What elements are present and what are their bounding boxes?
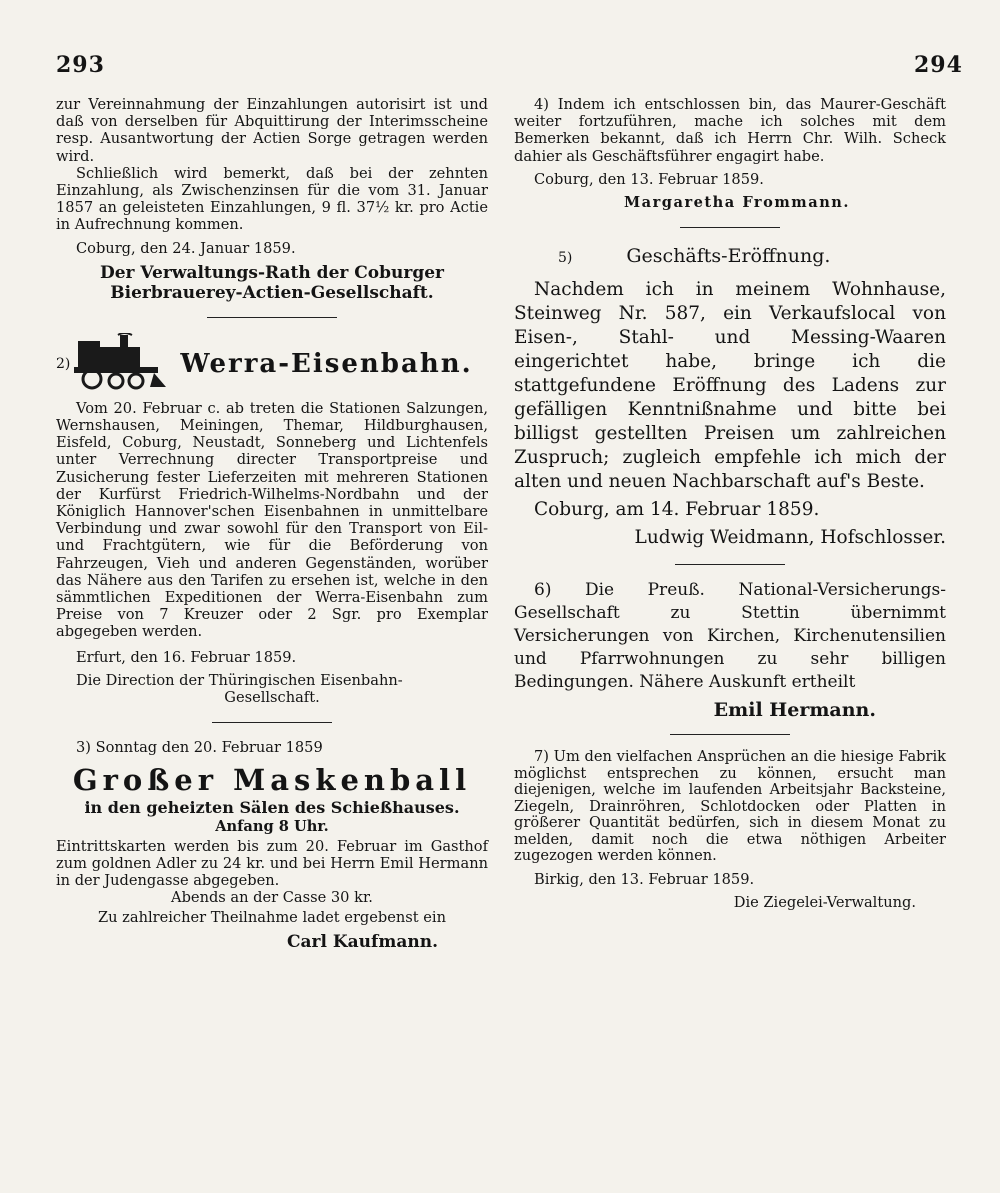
notice-3-invitation: Zu zahlreicher Theilnahme ladet ergebenst ein [98,908,446,926]
notice-3-signature: Carl Kaufmann. [287,931,438,952]
notice-5-title: Geschäfts-Eröffnung. [626,245,831,268]
notice-2-number: 2) [56,355,71,372]
notice-1-paragraph-2: Schließlich wird bemerkt, daß bei der zehnten Einzahlung, als Zwischenzinsen für die vom 31. Januar 1857 an geleisteten Einzahlungen, 9 fl. 37½ kr. pro Actie in Aufrechnung kommen. [56,164,488,234]
notice-3-subtitle: in den geheizten Sälen des Schießhauses. [84,798,460,818]
notice-5-date: Coburg, am 14. Februar 1859. [534,499,820,521]
locomotive-icon [70,333,170,395]
notice-4-signature: Margaretha Frommann. [624,194,850,212]
separator-rule [207,317,337,318]
separator-rule [675,564,785,565]
notice-5-signature: Ludwig Weidmann, Hofschlosser. [634,527,946,549]
notice-5-body: Nachdem ich in meinem Wohnhause, Steinweg Nr. 587, ein Verkaufslocal von Eisen-, Stahl- und Messing-Waaren eingerichtet habe, bringe ich die stattgefundene Eröffnung des Ladens zur gefälligen Kenntnißnahme und bitte bei billigst gestellten Preisen um zahlreichen Zuspruch; zugleich empfehle ich mich der alten und neuen Nachbarschaft auf's Beste. [514,279,946,493]
left-column [56,96,488,952]
separator-rule [680,227,780,228]
notice-4-body: 4) Indem ich entschlossen bin, das Maurer-Geschäft weiter fortzuführen, mache ich solches mit dem Bemerken bekannt, daß ich Herrn Chr. Wilh. Scheck dahier als Geschäftsführer engagirt habe. [514,96,946,165]
right-column [514,96,946,911]
separator-rule [670,734,790,735]
notice-1-paragraph-1: zur Vereinnahmung der Einzahlungen autorisirt ist und daß von derselben für Abquittirung der Interimsscheine resp. Ausantwortung der Actien Sorge getragen werden wird. [56,96,488,165]
page-number-left: 293 [56,52,105,78]
notice-1-date: Coburg, den 24. Januar 1859. [76,239,296,257]
notice-2-signature-line-1: Die Direction der Thüringischen Eisenbahn- [76,671,403,689]
notice-3-body: Eintrittskarten werden bis zum 20. Februar im Gasthof zum goldnen Adler zu 24 kr. und bei Herrn Emil Hermann in der Judengasse abgegeben. [56,837,488,890]
notice-2-header [56,332,488,396]
notice-2-title: Werra-Eisenbahn. [180,348,473,379]
notice-3-time: Anfang 8 Uhr. [215,818,329,836]
notice-4-date: Coburg, den 13. Februar 1859. [534,170,764,188]
notice-2-signature-line-2: Gesellschaft. [224,689,320,707]
notice-1-signature-line-2: Bierbrauerey-Actien-Gesellschaft. [110,282,434,303]
notice-5-number: 5) [558,250,573,267]
separator-rule [212,722,332,723]
notice-2-date: Erfurt, den 16. Februar 1859. [76,648,297,666]
notice-3-title: Großer Maskenball [72,763,472,798]
notice-6-body: 6) Die Preuß. National-Versicherungs-Gesellschaft zu Stettin übernimmt Versicherungen von Kirchen, Kirchenutensilien und Pfarrwohnungen zu sehr billigen Bedingungen. Nähere Auskunft ertheilt [514,580,946,693]
page-number-right: 294 [914,52,963,78]
notice-5-header [514,244,946,268]
notice-7-date: Birkig, den 13. Februar 1859. [534,870,755,888]
notice-3-evening-price: Abends an der Casse 30 kr. [171,889,373,907]
notice-3-date-line: 3) Sonntag den 20. Februar 1859 [76,739,323,757]
notice-2-body: Vom 20. Februar c. ab treten die Stationen Salzungen, Wernshausen, Meiningen, Themar, Hildburghausen, Eisfeld, Coburg, Neustadt, Sonneberg und Lichtenfels unter Verrechnung directer Transportpreise und Zusicherung fester Lieferzeiten mit mehreren Stationen der Kurfürst Friedrich-Wilhelms-Nordbahn und der Königlich Hannover'schen Eisenbahnen in unmittelbare Verbindung und zwar sowohl für den Transport von Eil- und Frachtgütern, wie für die Beförderung von Fahrzeugen, Vieh und anderen Gegenständen, worüber das Nähere aus den Tarifen zu ersehen ist, welche in den sämmtlichen Expeditionen der Werra-Eisenbahn zum Preise von 7 Kreuzer oder 2 Sgr. pro Exemplar abgegeben werden. [56,399,488,641]
notice-1-signature-line-1: Der Verwaltungs-Rath der Coburger [99,262,444,283]
notice-7-body: 7) Um den vielfachen Ansprüchen an die hiesige Fabrik möglichst entsprechen zu können, ersucht man diejenigen, welche im laufenden Arbeitsjahr Backsteine, Ziegeln, Drainröhren, Schlotdocken oder Platten in größerer Quantität bedürfen, sich in diesem Monat zu melden, damit noch die etwa nöthigen Arbeiter zugezogen werden können. [514,748,946,865]
notice-6-signature: Emil Hermann. [713,699,876,722]
notice-7-signature: Die Ziegelei-Verwaltung. [733,893,916,911]
